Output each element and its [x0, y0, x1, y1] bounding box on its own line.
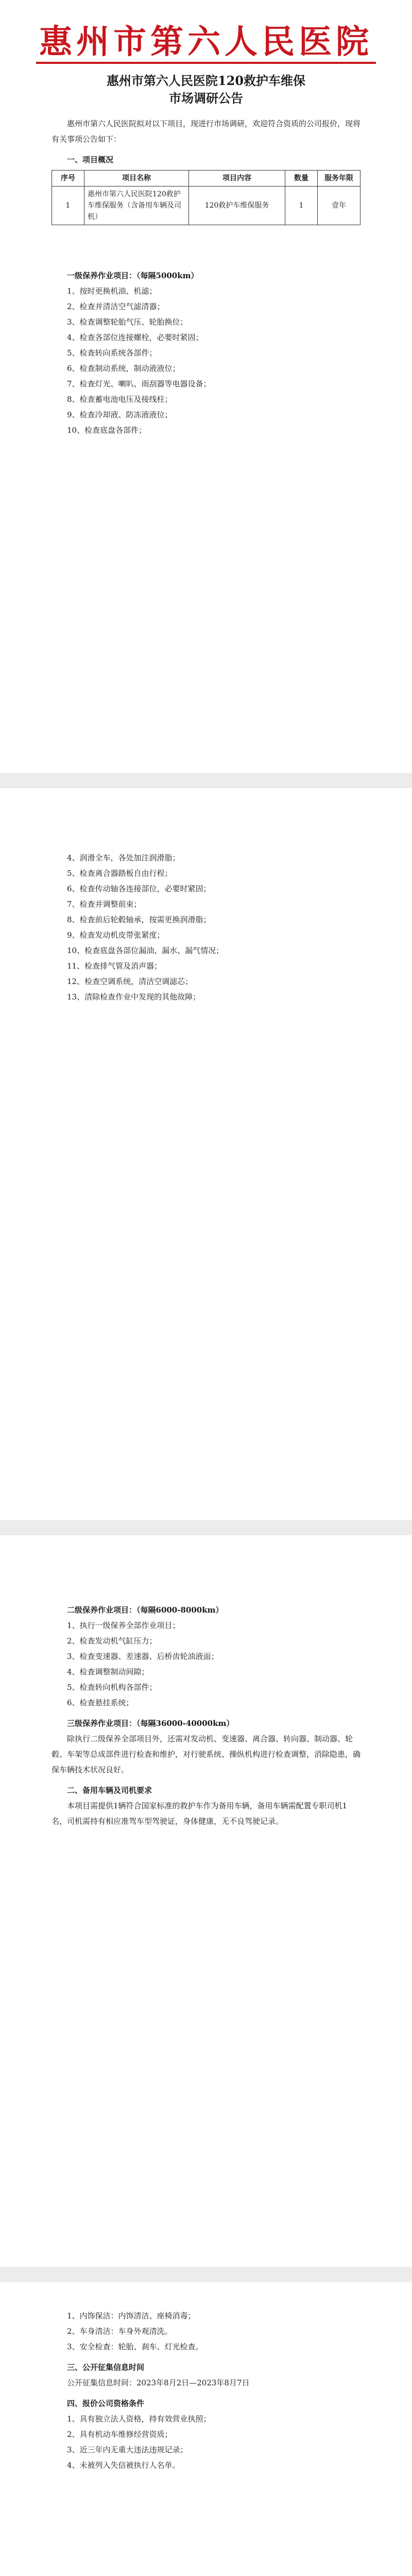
backup-vehicle-paragraph: 本项目需提供1辆符合国家标准的救护车作为备用车辆，备用车辆需配置专职司机1名，司机需持有相应准驾车型驾驶证，身体健康，无不良驾驶记录。: [52, 1801, 348, 1826]
list-item: 9、检查冷却液、防冻液液位；: [67, 410, 173, 419]
table-header-cell: 序号: [52, 171, 84, 187]
page-3: [0, 1535, 412, 2267]
document-title-line-1: 惠州市第六人民医院120救护车维保: [106, 73, 306, 88]
list-item: 10、检查底盘各部位漏油、漏水、漏气情况；: [67, 946, 224, 955]
list-item: 4、未被列入失信被执行人名单。: [67, 2461, 180, 2470]
project-table-wrap: [52, 170, 360, 225]
list-item: 2、检查发动机气缸压力；: [67, 1636, 157, 1646]
maintenance-level-2-3-block: [52, 1602, 360, 1829]
list-item: 5、检查转向机构各部件；: [67, 1683, 157, 1692]
list-item: 6、检查传动轴各连接部位，必要时紧固；: [67, 884, 211, 893]
page-separator: [0, 1520, 412, 1535]
page-1: [0, 0, 412, 773]
maintenance-level-1-cont-block: [52, 850, 360, 1005]
section-4-heading: 四、报价公司资格条件: [67, 2399, 145, 2408]
list-item: 4、润滑全车，各处加注润滑脂；: [67, 853, 180, 862]
table-header-cell: 服务年限: [318, 171, 360, 187]
list-item: 1、按时更换机油、机滤；: [67, 286, 157, 296]
level-3-paragraph: 除执行二级保养全部项目外，还需对发动机、变速器、离合器、转向器、制动器、轮毂、车架等总成部件进行检查和维护，对行驶系统、操纵机构进行检查调整，消除隐患，确保车辆技术状况良好。: [52, 1734, 361, 1774]
level-1-heading: 一级保养作业项目：（每隔5000km）: [67, 271, 199, 280]
level-3-heading: 三级保养作业项目：（每隔36000-40000km）: [67, 1719, 234, 1728]
list-item: 8、检查蓄电池电压及接线柱；: [67, 395, 173, 404]
page-4: [0, 2282, 412, 2576]
level-2-heading: 二级保养作业项目：（每隔6000-8000km）: [67, 1605, 224, 1615]
list-item: 11、检查排气管及消声器；: [67, 961, 162, 971]
table-cell: 惠州市第六人民医院120救护车维保服务（含备用车辆及司机）: [84, 187, 189, 225]
section-3-heading: 三、公开征集信息时间: [67, 2363, 145, 2372]
table-cell: 壹年: [318, 187, 360, 225]
table-row: [52, 187, 360, 225]
list-item: 7、检查并调整前束；: [67, 900, 142, 909]
table-cell: 120救护车维保服务: [189, 187, 285, 225]
list-item: 8、检查前后轮毂轴承，按需更换润滑脂；: [67, 915, 211, 924]
project-table: [52, 170, 360, 225]
page-2: [0, 788, 412, 1520]
list-item: 1、执行一级保养全部作业项目；: [67, 1621, 180, 1630]
list-item: 2、车身清洁：车身外观清洗。: [67, 2327, 173, 2336]
list-item: 1、具有独立法人资格，持有效营业执照；: [67, 2414, 211, 2424]
list-item: 1、内饰保洁：内饰清洁、座椅消毒；: [67, 2311, 196, 2320]
list-item: 4、检查各部位连接螺栓，必要时紧固；: [67, 333, 203, 342]
document-title-line-2: 市场调研公告: [169, 91, 243, 106]
section-2-heading: 二、备用车辆及司机要求: [67, 1786, 152, 1795]
list-item: 2、具有机动车维修经营资质；: [67, 2430, 173, 2439]
table-cell: 1: [285, 187, 318, 225]
section-1-heading: 一、项目概况: [67, 155, 114, 164]
table-header-cell: 项目内容: [189, 171, 285, 187]
list-item: 5、检查转向系统各部件；: [67, 348, 157, 358]
list-item: 5、检查离合器踏板自由行程；: [67, 869, 173, 878]
table-cell: 1: [52, 187, 84, 225]
list-item: 3、安全检查：轮胎、刹车、灯光检查。: [67, 2342, 203, 2351]
list-item: 13、清除检查作业中发现的其他故障；: [67, 992, 201, 1002]
list-item: 6、检查制动系统，制动液液位；: [67, 364, 180, 373]
list-item: 9、检查发动机皮带张紧度；: [67, 930, 165, 940]
list-item: 2、检查并清洁空气滤清器；: [67, 302, 165, 311]
maintenance-level-1-block: [52, 268, 360, 438]
table-header-cell: 项目名称: [84, 171, 189, 187]
list-item: 7、检查灯光、喇叭、雨刮器等电器设备；: [67, 379, 211, 388]
list-item: 4、检查调整制动间隙；: [67, 1667, 149, 1676]
list-item: 3、近三年内无重大违法违规记录；: [67, 2445, 188, 2454]
list-item: 12、检查空调系统，清洁空调滤芯；: [67, 977, 193, 986]
page-separator: [0, 773, 412, 788]
collection-time: 公开征集信息时间：2023年8月2日—2023年8月7日: [67, 2378, 250, 2387]
table-header-cell: 数量: [285, 171, 318, 187]
list-item: 10、检查底盘各部件；: [67, 426, 147, 435]
list-item: 6、检查悬挂系统；: [67, 1698, 134, 1707]
list-item: 3、检查变速器、差速器、后桥齿轮油液面；: [67, 1652, 219, 1661]
page-separator: [0, 2267, 412, 2282]
intro-paragraph: 惠州市第六人民医院拟对以下项目，现进行市场调研，欢迎符合资质的公司报价，现将有关事项公告如下：: [52, 119, 361, 144]
masthead-title: 惠州市第六人民医院: [39, 23, 373, 61]
cleaning-time-conditions-block: [52, 2308, 360, 2473]
intro-block: [52, 116, 360, 167]
list-item: 3、检查调整轮胎气压、轮胎换位；: [67, 317, 188, 327]
masthead-rule: [36, 62, 376, 64]
table-header-row: [52, 171, 360, 187]
document-title: [41, 72, 371, 107]
